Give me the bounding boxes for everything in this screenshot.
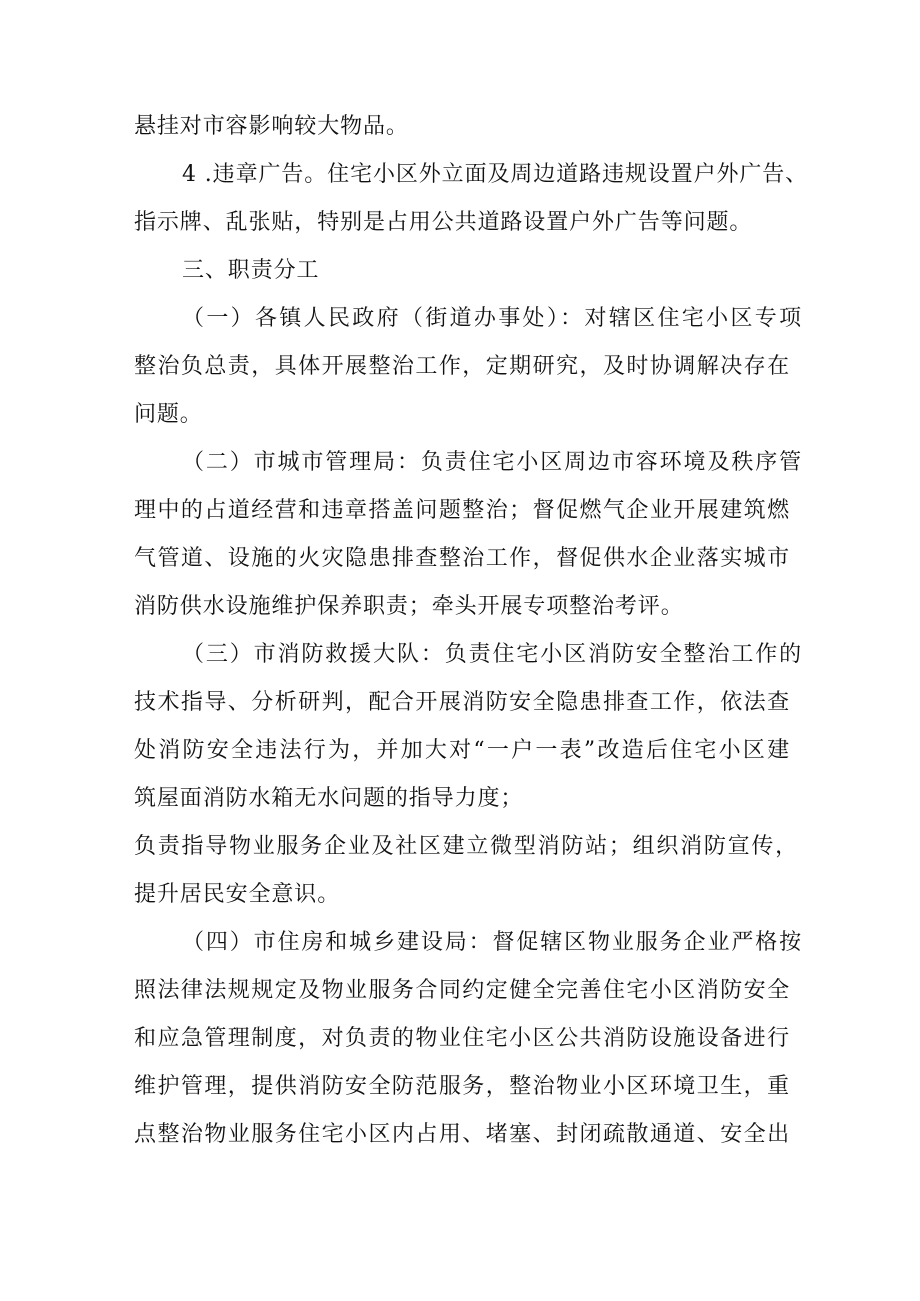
text-line-15: 筑屋面消防水箱无水问题的指导力度； [134,786,524,811]
text-line-10: 气管道、设施的火灾隐患排查整治工作，督促供水企业落实城市 [134,546,790,571]
text-line-20: 和应急管理制度，对负责的物业住宅小区公共消防设施设备进行 [134,1026,790,1051]
text-line-1: 悬挂对市容影响较大物品。 [134,114,409,139]
text-line-13: 技术指导、分析研判，配合开展消防安全隐患排查工作，依法查 [134,690,790,715]
text-line-17: 提升居民安全意识。 [134,882,341,907]
text-line-12: （三）市消防救援大队：负责住宅小区消防安全整治工作的 [182,642,802,667]
text-line-21: 维护管理，提供消防安全防范服务，整治物业小区环境卫生，重 [134,1074,790,1099]
text-line-8: （二）市城市管理局：负责住宅小区周边市容环境及秩序管 [182,450,802,475]
text-line-5: （一）各镇人民政府（街道办事处）：对辖区住宅小区专项 [182,306,802,331]
text-line-2: 4 .违章广告。住宅小区外立面及周边道路违规设置户外广告、 [182,162,809,187]
text-line-6: 整治负总责，具体开展整治工作，定期研究，及时协调解决存在 [134,354,790,379]
text-line-3: 指示牌、乱张贴，特别是占用公共道路设置户外广告等问题。 [134,210,753,235]
section-heading-responsibilities: 三、职责分工 [182,258,320,283]
text-line-22: 点整治物业服务住宅小区内占用、堵塞、封闭疏散通道、安全出 [134,1122,790,1147]
text-line-14: 处消防安全违法行为，并加大对“一户一表”改造后住宅小区建 [134,738,790,763]
text-line-19: 照法律法规规定及物业服务合同约定健全完善住宅小区消防安全 [134,978,790,1003]
text-line-18: （四）市住房和城乡建设局：督促辖区物业服务企业严格按 [182,930,802,955]
text-line-16: 负责指导物业服务企业及社区建立微型消防站；组织消防宣传， [134,834,798,859]
text-line-11: 消防供水设施维护保养职责；牵头开展专项整治考评。 [134,594,684,619]
text-line-9: 理中的占道经营和违章搭盖问题整治；督促燃气企业开展建筑燃 [134,498,790,523]
text-line-7: 问题。 [134,402,203,427]
